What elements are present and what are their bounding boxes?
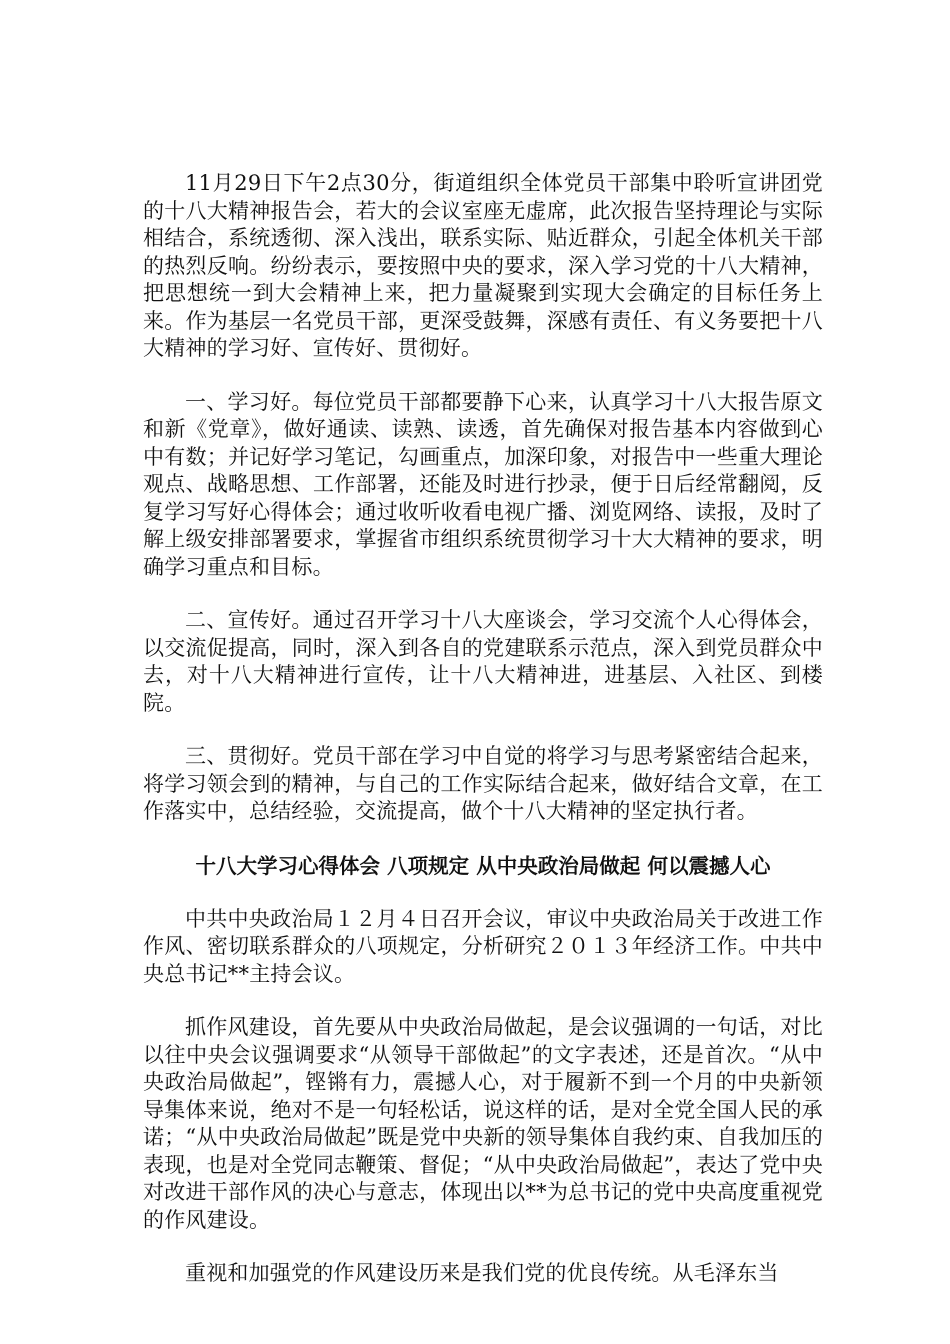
- paragraph-tradition: 重视和加强党的作风建设历来是我们党的优良传统。从毛泽东当: [185, 1261, 779, 1285]
- paragraph-politburo-meeting: 中共中央政治局１２月４日召开会议，审议中央政治局关于改进工作作风、密切联系群众的八项规定，分析研究２０１３年经济工作。中共中央总书记**主持会议。: [143, 906, 823, 986]
- paragraph-work-style: 抓作风建设，首先要从中央政治局做起，是会议强调的一句话，对比以往中央会议强调要求“从领导干部做起”的文字表述，还是首次。“从中央政治局做起”，铿锵有力，震撼人心，对于履新不到一个月的中央新领导集体来说，绝对不是一句轻松话，说这样的话，是对全党全国人民的承诺；“从中央政治局做起”既是党中央新的领导集体自我约束、自我加压的表现，也是对全党同志鞭策、督促；“从中央政治局做起”，表达了党中央对改进干部作风的决心与意志，体现出以**为总书记的党中央高度重视党的作风建设。: [143, 1015, 823, 1232]
- section-heading: 十八大学习心得体会 八项规定 从中央政治局做起 何以震撼人心: [195, 853, 771, 878]
- paragraph-implement-well: 三、贯彻好。党员干部在学习中自觉的将学习与思考紧密结合起来，将学习领会到的精神，与自己的工作实际结合起来，做好结合文章，在工作落实中，总结经验，交流提高，做个十八大精神的坚定执行者。: [143, 744, 823, 823]
- paragraph-promote-well: 二、宣传好。通过召开学习十八大座谈会，学习交流个人心得体会，以交流促提高，同时，深入到各自的党建联系示范点，深入到党员群众中去，对十八大精神进行宣传，让十八大精神进，进基层、入社区、到楼院。: [143, 608, 823, 715]
- paragraph-study-well: 一、学习好。每位党员干部都要静下心来，认真学习十八大报告原文和新《党章》，做好通读、读熟、读透，首先确保对报告基本内容做到心中有数；并记好学习笔记，勾画重点，加深印象，对报告中一些重大理论观点、战略思想、工作部署，还能及时进行抄录，便于日后经常翻阅，反复学习写好心得体会；通过收听收看电视广播、浏览网络、读报，及时了解上级安排部署要求，掌握省市组织系统贯彻学习十大大精神的要求，明确学习重点和目标。: [143, 389, 823, 579]
- paragraph-intro: 11月29日下午2点30分，街道组织全体党员干部集中聆听宣讲团党的十八大精神报告会，若大的会议室座无虚席，此次报告坚持理论与实际相结合，系统透彻、深入浅出，联系实际、贴近群众，引起全体机关干部的热烈反响。纷纷表示，要按照中央的要求，深入学习党的十八大精神，把思想统一到大会精神上来，把力量凝聚到实现大会确定的目标任务上来。作为基层一名党员干部，更深受鼓舞，深感有责任、有义务要把十八大精神的学习好、宣传好、贯彻好。: [143, 171, 823, 360]
- document-page: [143, 170, 823, 1314]
